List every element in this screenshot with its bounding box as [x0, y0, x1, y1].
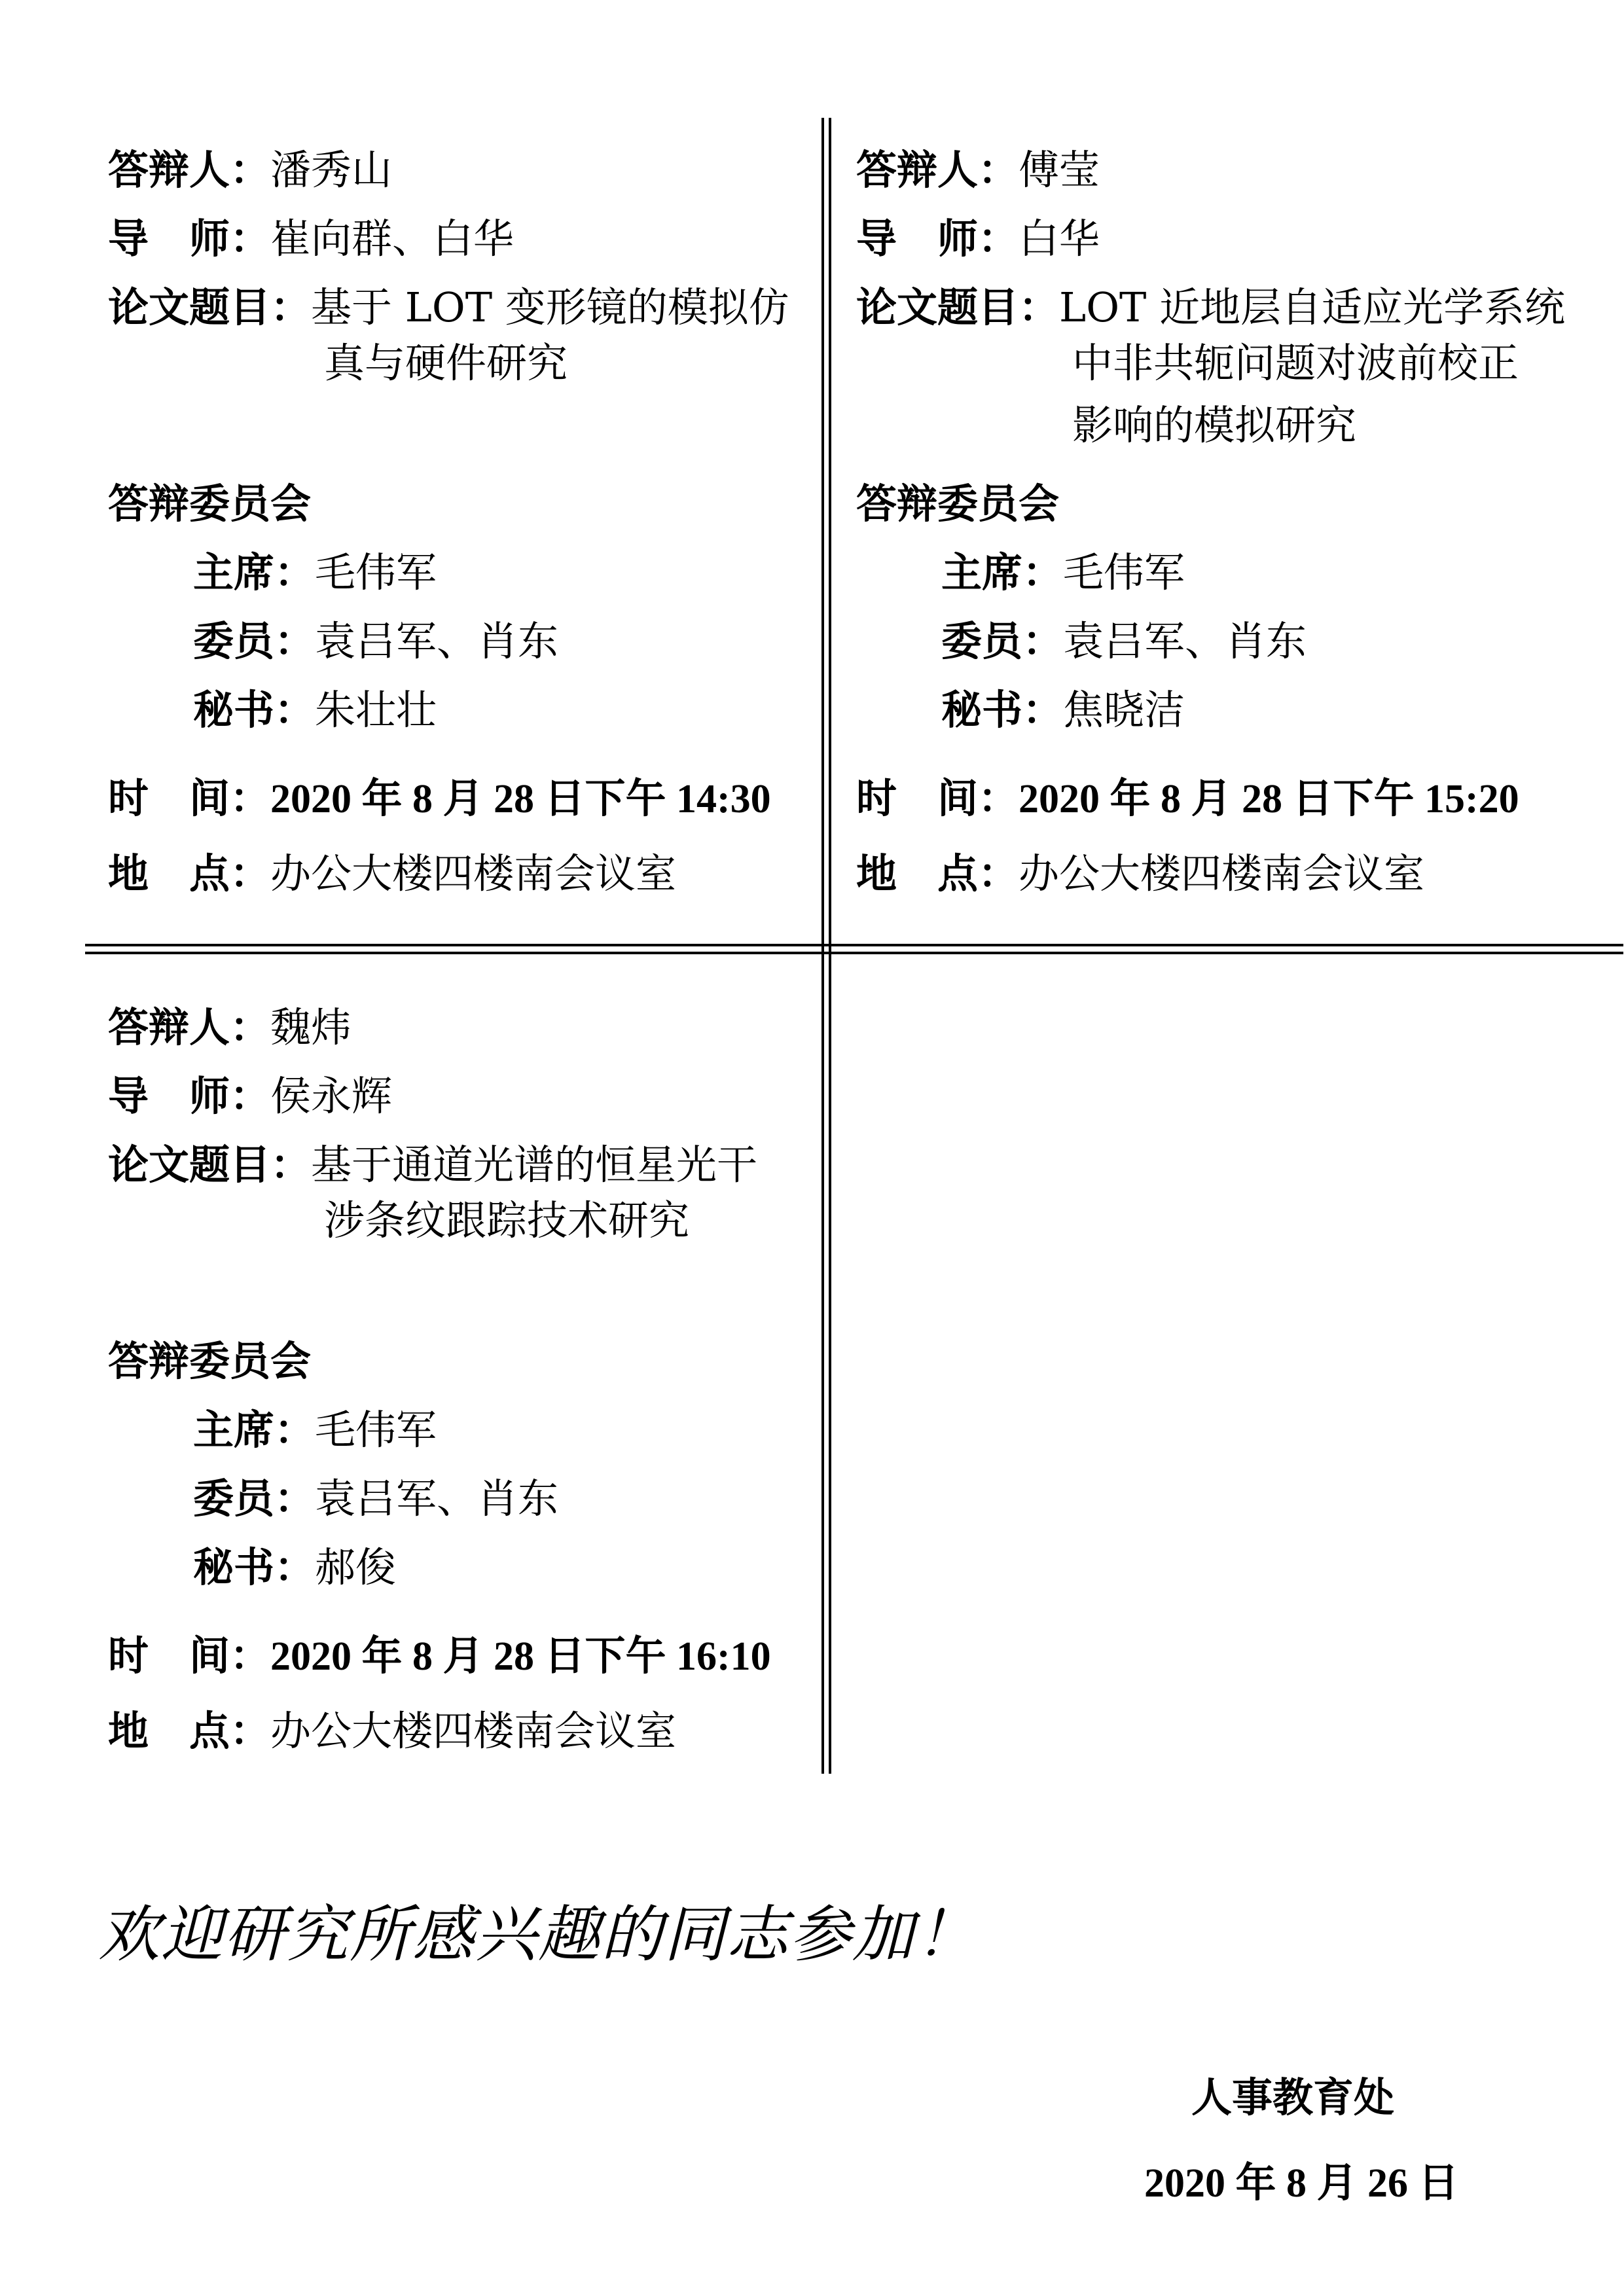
- members-names: 袁吕军、肖东: [1063, 617, 1307, 665]
- welcome-message: 欢迎研究所感兴趣的同志参加！: [98, 1899, 979, 1971]
- place-label: 地 点：: [108, 850, 271, 897]
- time-label: 时 间：: [108, 774, 271, 822]
- chair-label: 主席：: [193, 1406, 316, 1454]
- members-label: 委员：: [941, 617, 1064, 665]
- advisor-label: 导 师：: [108, 215, 271, 262]
- chair-label: 主席：: [193, 548, 316, 596]
- secretary-name: 朱壮壮: [315, 686, 437, 734]
- thesis-title-line-3: 影响的模拟研究: [1072, 401, 1357, 449]
- defense-place: 办公大楼四楼南会议室: [1019, 850, 1425, 897]
- issue-date: 2020 年 8 月 26 日: [1144, 2161, 1459, 2206]
- advisor-name: 侯永辉: [270, 1072, 393, 1120]
- defender-label: 答辩人：: [108, 146, 271, 194]
- thesis-title-line-2: 真与硬件研究: [324, 339, 568, 387]
- defender-label: 答辩人：: [108, 1003, 271, 1051]
- thesis-title-line-1: 基于 LOT 变形镜的模拟仿: [311, 283, 789, 331]
- defender-name: 潘秀山: [270, 146, 393, 194]
- defense-place: 办公大楼四楼南会议室: [270, 850, 677, 897]
- thesis-title-line-2: 涉条纹跟踪技术研究: [324, 1196, 690, 1244]
- advisor-name: 白华: [1019, 215, 1100, 262]
- defender-name: 魏炜: [270, 1003, 352, 1051]
- secretary-label: 秘书：: [193, 686, 316, 734]
- time-label: 时 间：: [856, 774, 1019, 822]
- chair-name: 毛伟军: [315, 548, 437, 596]
- secretary-label: 秘书：: [193, 1543, 316, 1591]
- chair-name: 毛伟军: [315, 1406, 437, 1454]
- chair-label: 主席：: [941, 548, 1064, 596]
- members-names: 袁吕军、肖东: [315, 617, 559, 665]
- defender-label: 答辩人：: [856, 146, 1019, 194]
- members-names: 袁吕军、肖东: [315, 1475, 559, 1522]
- horizontal-divider-top: [85, 944, 1623, 946]
- thesis-title-line-2: 中非共轭问题对波前校正: [1072, 339, 1519, 387]
- committee-heading: 答辩委员会: [856, 480, 1060, 528]
- defense-time: 2020 年 8 月 28 日下午 14:30: [270, 777, 771, 821]
- secretary-name: 焦晓洁: [1063, 686, 1185, 734]
- chair-name: 毛伟军: [1063, 548, 1185, 596]
- thesis-title-label: 论文题目：: [108, 1141, 312, 1189]
- place-label: 地 点：: [108, 1707, 271, 1755]
- members-label: 委员：: [193, 1475, 316, 1522]
- secretary-name: 郝俊: [315, 1543, 397, 1591]
- secretary-label: 秘书：: [941, 686, 1064, 734]
- defense-time: 2020 年 8 月 28 日下午 16:10: [270, 1634, 771, 1679]
- horizontal-divider-bottom: [85, 952, 1623, 954]
- thesis-title-line-1: LOT 近地层自适应光学系统: [1059, 283, 1566, 331]
- members-label: 委员：: [193, 617, 316, 665]
- committee-heading: 答辩委员会: [108, 1337, 312, 1385]
- institute-building-photo: [39, 1793, 772, 2291]
- advisor-name: 崔向群、白华: [270, 215, 514, 262]
- thesis-title-label: 论文题目：: [108, 283, 312, 331]
- defender-name: 傅莹: [1019, 146, 1100, 194]
- committee-heading: 答辩委员会: [108, 480, 312, 528]
- time-label: 时 间：: [108, 1632, 271, 1679]
- advisor-label: 导 师：: [856, 215, 1019, 262]
- thesis-title-label: 论文题目：: [856, 283, 1060, 331]
- defense-time: 2020 年 8 月 28 日下午 15:20: [1019, 777, 1519, 821]
- advisor-label: 导 师：: [108, 1072, 271, 1120]
- issuing-department: 人事教育处: [1191, 2076, 1395, 2121]
- defense-place: 办公大楼四楼南会议室: [270, 1707, 677, 1755]
- thesis-title-line-1: 基于通道光谱的恒星光干: [311, 1141, 758, 1189]
- place-label: 地 点：: [856, 850, 1019, 897]
